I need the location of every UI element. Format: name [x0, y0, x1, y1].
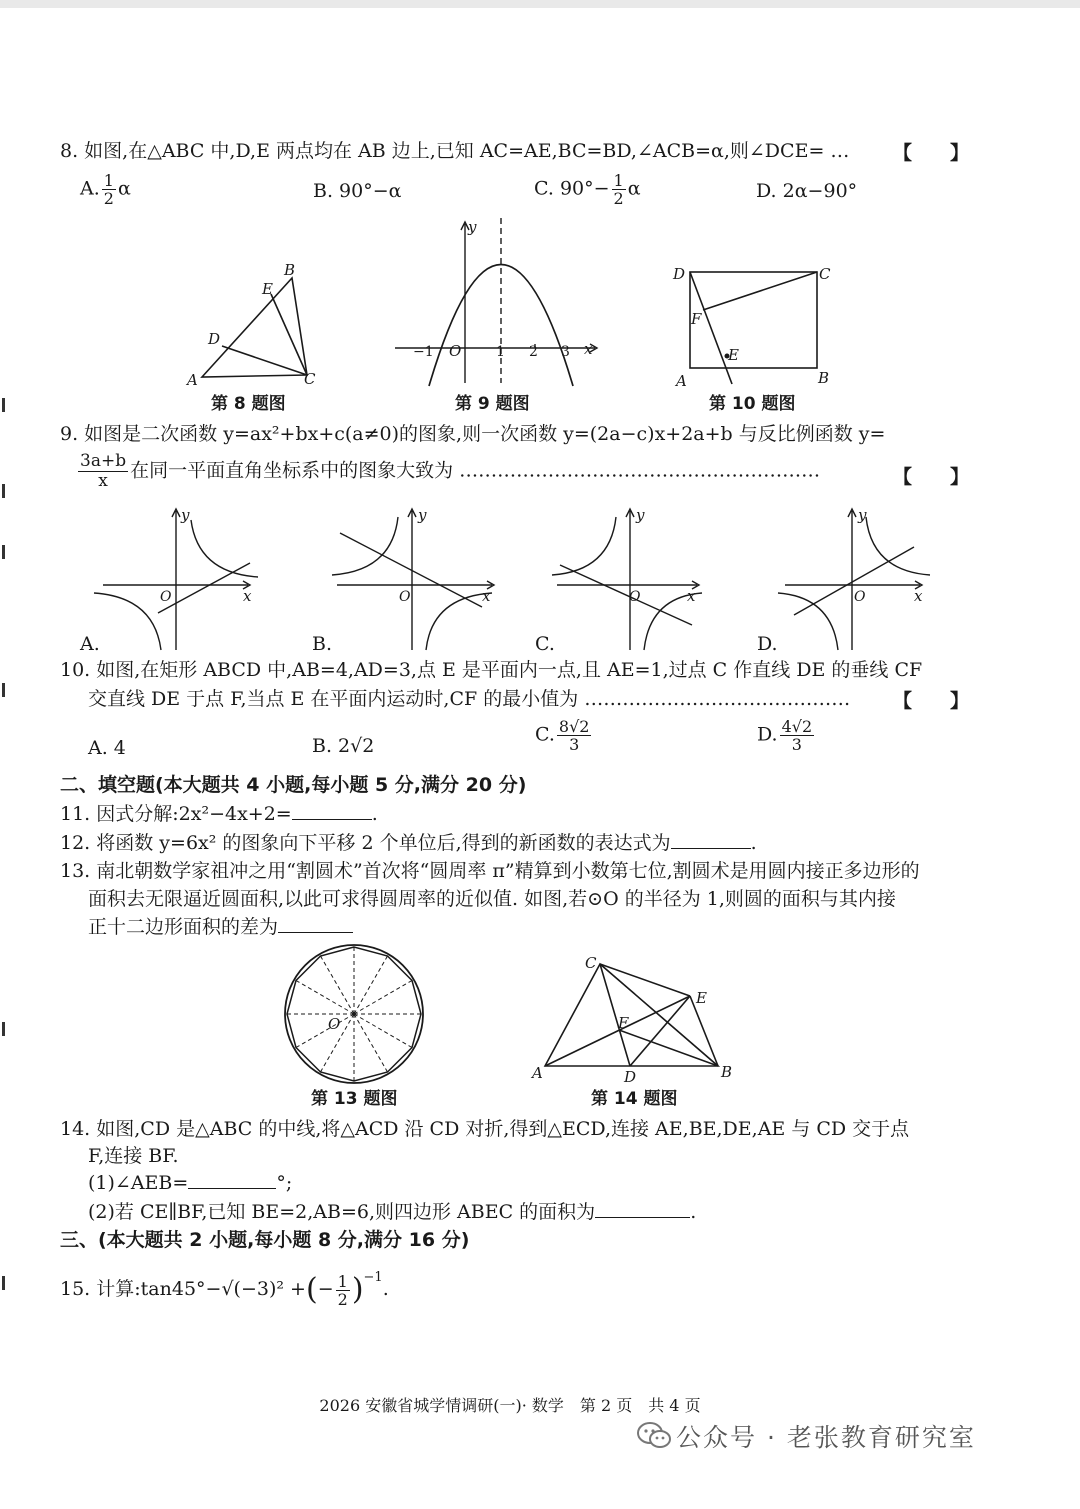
- q13-figure: [280, 943, 428, 1091]
- q13-line1: 13. 南北朝数学家祖冲之用“割圆术”首次将“圆周率 π”精算到小数第七位,割圆术是用圆内接正多边形的: [60, 860, 920, 882]
- watermark-text: 公众号 · 老张教育研究室: [676, 1423, 976, 1452]
- q9-stem-line2: $\frac{3a+b}{x}$ 在同一平面直角坐标系中的图象大致为 …………………………………………………: [80, 451, 821, 491]
- svg-text:x: x: [482, 587, 491, 605]
- binding-mark: [2, 545, 5, 559]
- label-b: B: [818, 369, 830, 387]
- binding-mark: [2, 1276, 5, 1290]
- q9-option-b[interactable]: B.: [312, 633, 333, 655]
- q10-stem-line1: 10. 如图,在矩形 ABCD 中,AB=4,AD=3,点 E 是平面内一点,且 AE=1,过点 C 作直线 DE 的垂线 CF: [60, 659, 923, 681]
- q9-option-c-graph[interactable]: [552, 505, 717, 655]
- q9-option-b-graph[interactable]: [332, 505, 497, 655]
- label-c: C: [304, 370, 316, 388]
- q10-option-c[interactable]: C. $\frac{8√2}{3}$: [535, 717, 590, 754]
- q8-bracket[interactable]: 【 】: [893, 142, 970, 164]
- radius-spoke: [354, 1014, 412, 1048]
- svg-text:O: O: [160, 589, 172, 605]
- q8-caption: 第 8 题图: [211, 394, 286, 414]
- q15: 15. 计算:tan45°−√(−3)² +(− $\frac{1}{2}$ )$^{-1}$.: [60, 1270, 389, 1309]
- radius-spoke: [296, 1014, 354, 1048]
- svg-text:y: y: [636, 506, 645, 524]
- label-d: D: [624, 1068, 637, 1086]
- label-b: B: [721, 1063, 733, 1081]
- q14-part1: (1)∠AEB= °;: [88, 1172, 293, 1194]
- q10-caption: 第 10 题图: [709, 394, 796, 414]
- tick-3: 3: [561, 344, 570, 360]
- q8-option-a[interactable]: A. $\frac{1}{2}$ α: [80, 171, 131, 208]
- svg-text:y: y: [418, 506, 427, 524]
- tick-2: 2: [529, 344, 538, 360]
- binding-mark: [2, 398, 5, 412]
- radius-spoke: [354, 981, 412, 1015]
- q10-bracket[interactable]: 【 】: [893, 690, 970, 712]
- q9-option-d[interactable]: D.: [757, 633, 778, 655]
- page-footer: 2026 安徽省城学情调研(一)· 数学 第 2 页 共 4 页: [319, 1396, 701, 1415]
- binding-mark: [2, 683, 5, 697]
- label-e: E: [696, 989, 707, 1007]
- q9-option-d-graph[interactable]: [780, 505, 945, 655]
- q10-option-a[interactable]: A. 4: [88, 737, 126, 759]
- label-a: A: [532, 1064, 543, 1082]
- scan-edge: [0, 0, 1080, 8]
- label-o: O: [328, 1015, 341, 1033]
- radius-spoke: [321, 956, 355, 1014]
- q10-stem-line2: 交直线 DE 于点 F,当点 E 在平面内运动时,CF 的最小值为 ……………………………………: [88, 688, 851, 710]
- label-a: A: [676, 372, 687, 390]
- label-f: F: [618, 1014, 629, 1032]
- q14-line1: 14. 如图,CD 是△ABC 的中线,将△ACD 沿 CD 对折,得到△ECD,连接 AE,BE,DE,AE 与 CD 交于点: [60, 1118, 910, 1140]
- q8-option-d[interactable]: D. 2α−90°: [756, 180, 858, 202]
- q8-figure: [180, 260, 330, 390]
- svg-text:x: x: [243, 587, 252, 605]
- label-e: E: [262, 280, 273, 298]
- label-e: E: [728, 346, 739, 364]
- label-d: D: [673, 265, 686, 283]
- axis-y-label: y: [468, 218, 477, 236]
- q13-caption: 第 13 题图: [311, 1089, 398, 1109]
- q14-part2: (2)若 CE∥BF,已知 BE=2,AB=6,则四边形 ABEC 的面积为 .: [88, 1201, 697, 1223]
- q9-figure: [395, 218, 605, 388]
- label-b: B: [284, 261, 296, 279]
- svg-text:O: O: [399, 589, 411, 605]
- svg-text:x: x: [914, 587, 923, 605]
- origin-label: O: [449, 342, 462, 360]
- label-d: D: [208, 330, 221, 348]
- q12: 12. 将函数 y=6x² 的图象向下平移 2 个单位后,得到的新函数的表达式为 .: [60, 832, 757, 854]
- tick-neg1: −1: [413, 344, 434, 360]
- label-f: F: [691, 310, 702, 328]
- q9-option-a[interactable]: A.: [80, 633, 100, 655]
- binding-mark: [2, 484, 5, 498]
- q9-caption: 第 9 题图: [455, 394, 530, 414]
- section-2-heading: 二、填空题(本大题共 4 小题,每小题 5 分,满分 20 分): [60, 774, 527, 796]
- section-3-heading: 三、(本大题共 2 小题,每小题 8 分,满分 16 分): [60, 1229, 470, 1251]
- axis-x-label: x: [584, 340, 593, 358]
- radius-spoke: [354, 956, 388, 1014]
- label-a: A: [187, 371, 198, 389]
- svg-text:O: O: [854, 589, 866, 605]
- binding-mark: [2, 1022, 5, 1036]
- q9-bracket[interactable]: 【 】: [893, 466, 970, 488]
- svg-text:x: x: [687, 587, 696, 605]
- q10-option-b[interactable]: B. 2√2: [312, 735, 375, 757]
- q13-line2: 面积去无限逼近圆面积,以此可求得圆周率的近似值. 如图,若⊙O 的半径为 1,则圆的面积与其内接: [88, 888, 896, 910]
- radius-spoke: [296, 981, 354, 1015]
- q9-option-a-graph[interactable]: [98, 505, 263, 655]
- q9-option-c[interactable]: C.: [535, 633, 555, 655]
- q10-option-d[interactable]: D. $\frac{4√2}{3}$: [757, 717, 813, 754]
- q8-stem: 8. 如图,在△ABC 中,D,E 两点均在 AB 边上,已知 AC=AE,BC=BD,∠ACB=α,则∠DCE= …: [60, 140, 850, 162]
- q14-figure: [530, 950, 740, 1085]
- q9-stem-line1: 9. 如图是二次函数 y=ax²+bx+c(a≠0)的图象,则一次函数 y=(2a−c)x+2a+b 与反比例函数 y=: [60, 423, 886, 445]
- radius-spoke: [354, 1014, 388, 1072]
- svg-text:y: y: [858, 506, 867, 524]
- wechat-icon: [636, 1420, 672, 1450]
- q14-caption: 第 14 题图: [591, 1089, 678, 1109]
- svg-text:O: O: [629, 589, 641, 605]
- label-c: C: [819, 265, 831, 283]
- label-c: C: [585, 954, 597, 972]
- q8-option-b[interactable]: B. 90°−α: [313, 180, 402, 202]
- q14-line2: F,连接 BF.: [88, 1145, 179, 1167]
- q10-figure: [670, 262, 840, 390]
- q13-line3: 正十二边形面积的差为: [88, 914, 353, 940]
- svg-text:y: y: [181, 506, 190, 524]
- tick-1: 1: [496, 344, 505, 360]
- q11: 11. 因式分解:2x²−4x+2= .: [60, 803, 378, 825]
- q8-option-c[interactable]: C. 90°− $\frac{1}{2}$ α: [534, 171, 641, 208]
